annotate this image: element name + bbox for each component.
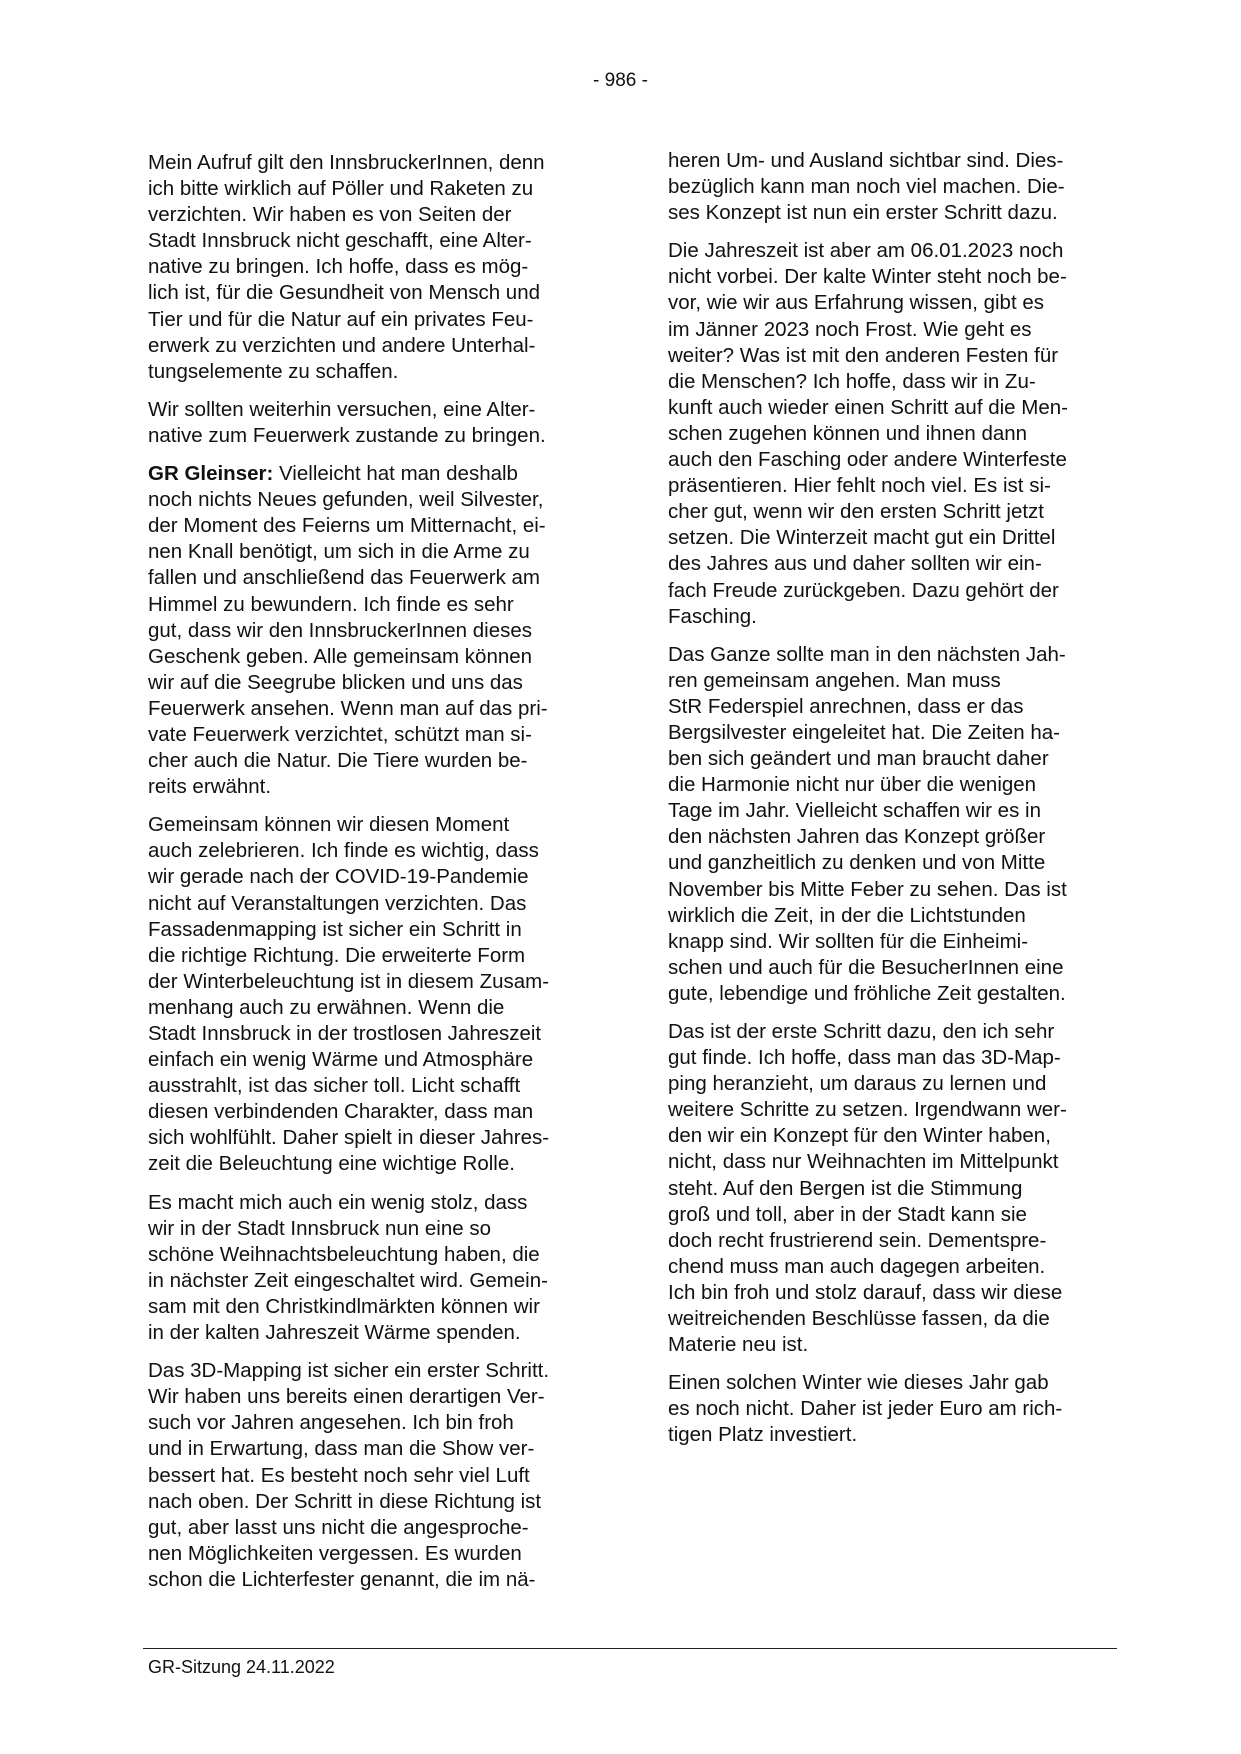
right-column (668, 148, 1118, 1461)
paragraph: Wir sollten weiterhin versuchen, eine Alter- native zum Feuerwerk zustande zu bringen. (148, 397, 546, 447)
paragraph: Gemeinsam können wir diesen Moment auch zelebrieren. Ich finde es wichtig, dass wir gerade nach der COVID-19-Pandemie nicht auf Veranstaltungen verzichten. Das Fassadenmapping ist sicher ein Schritt in die richtige Richtung. Die erweiterte Form der Winterbeleuchtung ist in diesem Zusam- menhang auch zu erwähnen. Wenn die Stadt Innsbruck in der trostlosen Jahreszeit einfach ein wenig Wärme und Atmosphäre ausstrahlt, ist das sicher toll. Licht schafft diesen verbindenden Charakter, dass man sich wohlfühlt. Daher spielt in dieser Jahres- zeit die Beleuchtung eine wichtige Rolle. (148, 813, 550, 1176)
footer-divider (143, 1648, 1117, 1649)
speaker-name: GR Gleinser: (148, 462, 274, 486)
paragraph: Das 3D-Mapping ist sicher ein erster Schritt. Wir haben uns bereits einen derartigen Ver- such vor Jahren angesehen. Ich bin froh und in Erwartung, dass man die Show ver- bessert hat. Es besteht noch sehr viel Luft nach oben. Der Schritt in diese Richtung ist gut, aber lasst uns nicht die angesproche- nen Möglichkeiten vergessen. Es wurden schon die Lichterfester genannt, die im nä- (148, 1359, 550, 1591)
paragraph: Mein Aufruf gilt den InnsbruckerInnen, denn ich bitte wirklich auf Pöller und Raketen zu verzichten. Wir haben es von Seiten der Stadt Innsbruck nicht geschafft, eine Alter- native zu bringen. Ich hoffe, dass es mög- lich ist, für die Gesundheit von Mensch und Tier und für die Natur auf ein privates Feu- erwerk zu verzichten und andere Unterhal- tungselemente zu schaffen. (148, 151, 545, 383)
speech-text: Vielleicht hat man deshalb noch nichts Neues gefunden, weil Silvester, der Moment des Feierns um Mitternacht, ei- nen Knall benötigt, um sich in die Arme zu fallen und anschließend das Feuerwerk am Himmel zu bewundern. Ich finde es sehr gut, dass wir den InnsbruckerInnen dieses Geschenk geben. Alle gemeinsam können wir auf die Seegrube blicken und uns das Feuerwerk ansehen. Wenn man auf das pri- vate Feuerwerk verzichtet, schützt man si- cher auch die Natur. Die Tiere wurden be- reits erwähnt. (148, 462, 548, 799)
paragraph: Es macht mich auch ein wenig stolz, dass wir in der Stadt Innsbruck nun eine so schöne Weihnachtsbeleuchtung haben, die in nächster Zeit eingeschaltet wird. Gemein- sam mit den Christkindlmärkten können wir in der kalten Jahreszeit Wärme spenden. (148, 1190, 548, 1345)
paragraph: Das ist der erste Schritt dazu, den ich sehr gut finde. Ich hoffe, dass man das 3D-Map- ping heranzieht, um daraus zu lernen und weitere Schritte zu setzen. Irgendwann wer- den wir ein Konzept für den Winter haben, nicht, dass nur Weihnachten im Mittelpunkt steht. Auf den Bergen ist die Stimmung groß und toll, aber in der Stadt kann sie doch recht frustrierend sein. Dementspre- chend muss man auch dagegen arbeiten. Ich bin froh und stolz darauf, dass wir diese weitreichenden Beschlüsse fassen, da die Materie neu ist. (668, 1020, 1067, 1357)
paragraph: Einen solchen Winter wie dieses Jahr gab es noch nicht. Daher ist jeder Euro am rich- tigen Platz investiert. (668, 1371, 1063, 1447)
left-column (148, 150, 598, 1605)
footer-session-date: GR-Sitzung 24.11.2022 (148, 1657, 335, 1677)
paragraph: Das Ganze sollte man in den nächsten Jah- ren gemeinsam angehen. Man muss StR Federspiel anrechnen, dass er das Bergsilvester eingeleitet hat. Die Zeiten ha- ben sich geändert und man braucht daher die Harmonie nicht nur über die wenigen Tage im Jahr. Vielleicht schaffen wir es in den nächsten Jahren das Konzept größer und ganzheitlich zu denken und von Mitte November bis Mitte Feber zu sehen. Das ist wirklich die Zeit, in der die Lichtstunden knapp sind. Wir sollten für die Einheimi- schen und auch für die BesucherInnen eine gute, lebendige und fröhliche Zeit gestalten. (668, 642, 1067, 1005)
page-number: - 986 - (593, 70, 648, 91)
paragraph: heren Um- und Ausland sichtbar sind. Dies- bezüglich kann man noch viel machen. Die- ses Konzept ist nun ein erster Schritt dazu. (668, 149, 1065, 225)
paragraph: Die Jahreszeit ist aber am 06.01.2023 noch nicht vorbei. Der kalte Winter steht noch be- vor, wie wir aus Erfahrung wissen, gibt es im Jänner 2023 noch Frost. Wie geht es weiter? Was ist mit den anderen Festen für die Menschen? Ich hoffe, dass wir in Zu- kunft auch wieder einen Schritt auf die Men- schen zugehen können und ihnen dann auch den Fasching oder andere Winterfeste präsentieren. Hier fehlt noch viel. Es ist si- cher gut, wenn wir den ersten Schritt jetzt setzen. Die Winterzeit macht gut ein Drittel des Jahres aus und daher sollten wir ein- fach Freude zurückgeben. Dazu gehört der Fasching. (668, 239, 1068, 628)
paragraph (148, 461, 598, 800)
